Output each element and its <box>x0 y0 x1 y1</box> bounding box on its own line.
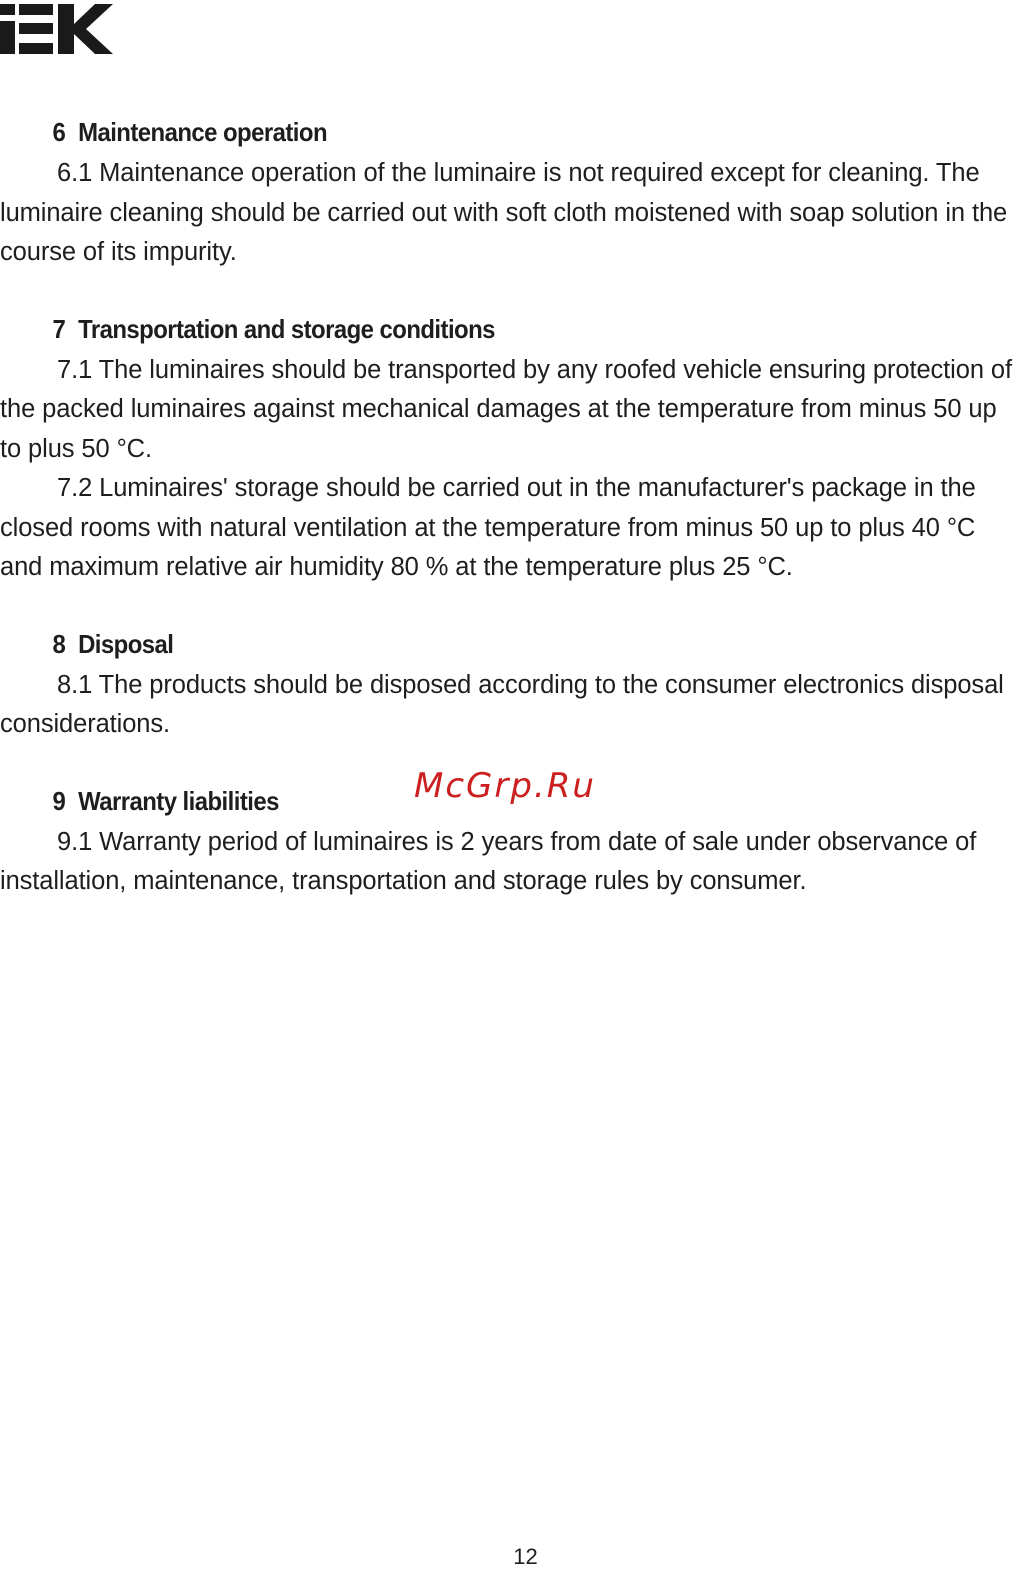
watermark: McGrp.Ru <box>414 766 596 806</box>
section-heading <box>0 114 949 154</box>
section-heading <box>0 311 949 351</box>
section-number: 6 <box>52 117 66 147</box>
paragraph-7-2: 7.2 Luminaires' storage should be carried out in the manufacturer's package in the closed rooms with natural ventilation at the temperature from minus 50 up to plus 40 °C and maximum relative air humidity 80 % at the temperature plus 25 °C. <box>0 474 976 581</box>
section-title: Maintenance operation <box>78 117 328 147</box>
section-number: 7 <box>52 313 66 344</box>
iek-logo <box>0 2 116 54</box>
section-title: Disposal <box>78 628 174 659</box>
paragraph-8-1: 8.1 The products should be disposed according to the consumer electronics disposal considerations. <box>0 670 1004 738</box>
paragraph-6-1: 6.1 Maintenance operation of the luminaire is not required except for cleaning. The luminaire cleaning should be carried out with soft cloth moistened with soap solution in the course of its impurity. <box>0 159 1008 266</box>
section-title: Warranty liabilities <box>78 785 279 816</box>
section-disposal <box>0 626 1031 745</box>
section-heading <box>0 626 949 666</box>
section-maintenance <box>0 114 1031 273</box>
paragraph-7-1: 7.1 The luminaires should be transported by any roofed vehicle ensuring protection of the packed luminaires against mechanical damages at the temperature from minus 50 up to plus 50 °C. <box>0 355 1012 463</box>
page-number: 12 <box>513 1544 538 1569</box>
section-number: 9 <box>52 785 66 816</box>
section-number: 8 <box>52 628 66 659</box>
section-title: Transportation and storage conditions <box>78 313 495 344</box>
section-transportation <box>0 311 1031 588</box>
paragraph-9-1: 9.1 Warranty period of luminaires is 2 years from date of sale under observance of installation, maintenance, transportation and storage rules by consumer. <box>0 827 977 895</box>
document-body <box>0 114 1031 940</box>
